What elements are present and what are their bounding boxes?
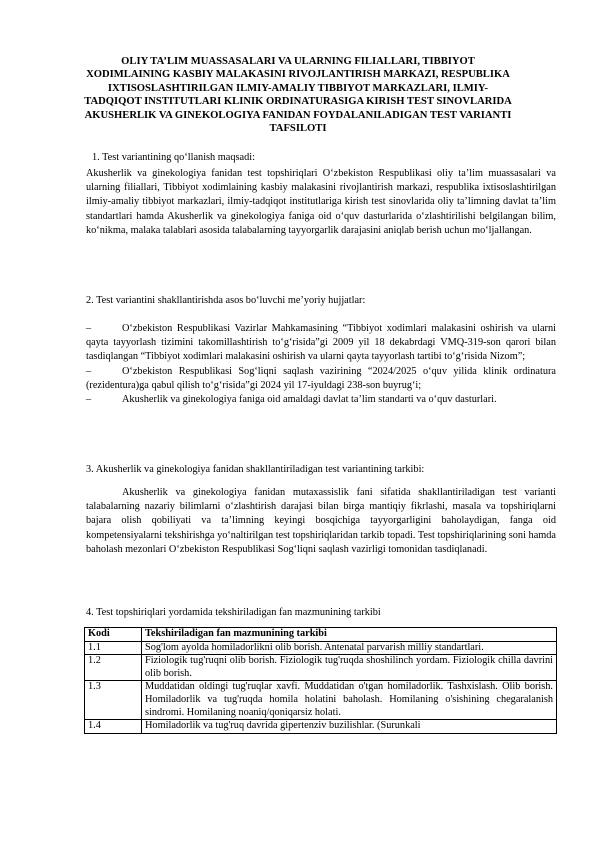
list-item xyxy=(86,393,556,407)
content-table xyxy=(84,627,557,734)
table-row xyxy=(85,681,557,720)
table-cell-text: Fiziologik tug'ruqni olib borish. Fiziologik tug'ruqda shoshilinch yordam. Fiziologik chilla davrini olib borish. xyxy=(142,655,557,681)
table-header-row xyxy=(85,628,557,642)
section-2-heading: 2. Test variantini shakllantirishda asos bo‘luvchi me’yoriy hujjatlar: xyxy=(86,295,366,306)
table-cell-code: 1.4 xyxy=(85,720,142,734)
section-1-heading: 1. Test variantining qo‘llanish maqsadi: xyxy=(92,152,255,163)
table-row xyxy=(85,641,557,655)
document-title: OLIY TA’LIM MUASSASALARI VA ULARNING FILIALLARI, TIBBIYOT XODIMLAINING KASBIY MALAKASINI RIVOJLANTIRISH MARKAZI, RESPUBLIKA IXTISOSLASHTIRILGAN ILMIY-AMALIY TIBBIYOT MARKAZLARI, ILMIY-TADQIQOT INSTITUTLARI KLINIK ORDINATURASIGA KIRISH TEST SINOVLARIDA AKUSHERLIK VA GINEKOLOGIYA FANIDAN FOYDALANILADIGAN TEST VARIANTI TAFSILOTI xyxy=(84,56,512,135)
table-header-code: Kodi xyxy=(85,628,142,642)
section-1-text: Akusherlik va ginekologiya fanidan test topshiriqlari O‘zbekiston Respublikasi oliy ta’lim muassasalari va ularning filiallari, Tibbiyot xodimlaining kasbiy malakasini rivojlantirish markazi, respublika ixtisoslashtirilgan ilmiy-amaliy tibbiyot markazlari, ilmiy-tadqiqot institutlariga kirish test sinovlarida oliy ta’limning davlat ta’lim standartlari hamda Akusherlik va ginekologiya faniga oid o‘quv dasturlarida o‘zlashtirilishi belgilangan bilim, ko‘nikma, malaka talablari asosida talabalarning tayyorgarlik darajasini aniqlab berish uchun mo‘ljallangan. xyxy=(86,168,556,236)
table-cell-code: 1.1 xyxy=(85,641,142,655)
list-dash: – xyxy=(86,394,92,406)
table-cell-text: Muddatidan oldingi tug'ruqlar xavfi. Muddatidan o'tgan homiladorlik. Tashxislash. Olib borish. Homiladorlik va tug'ruqda homila holatini baholash. Homilaning o'sishining chegaralanish sindromi. Homilaning noaniq/qoniqarsiz holati. xyxy=(142,681,557,720)
list-dash: – xyxy=(86,365,92,377)
list-item xyxy=(86,322,556,365)
section-4-heading: 4. Test topshiriqlari yordamida tekshiriladigan fan mazmunining tarkibi xyxy=(86,607,381,618)
table-header-content: Tekshiriladigan fan mazmunining tarkibi xyxy=(142,628,557,642)
list-item-text: Akusherlik va ginekologiya faniga oid amaldagi davlat ta’lim standarti va o‘quv dasturlari. xyxy=(122,394,497,406)
list-item-text: O‘zbekiston Respublikasi Sog‘liqni saqlash vazirining “2024/2025 o‘quv yilida klinik ordinatura (rezidentura)ga qabul qilish to‘g‘risida”gi 2024 yil 17-iyuldagi 238-son buyrug‘i; xyxy=(86,365,556,391)
table-cell-text: Homiladorlik va tug'ruq davrida gipertenziv buzilishlar. (Surunkali xyxy=(142,720,557,734)
section-3-heading: 3. Akusherlik va ginekologiya fanidan shakllantiriladigan test variantining tarkibi: xyxy=(86,464,425,475)
list-item-text: O‘zbekiston Respublikasi Vazirlar Mahkamasining “Tibbiyot xodimlari malakasini oshirish va ularni qayta tayyorlash tizimini takomillashtirish to‘g‘risida”gi 2009 yil 18 dekabrdagi VMQ-319-son qarori bilan tasdiqlangan “Tibbiyot xodimlari malakasini oshirish va ularni qayta tayyorlash tartibi to‘g‘risida Nizom”; xyxy=(86,323,556,363)
table-cell-code: 1.2 xyxy=(85,655,142,681)
table-cell-text: Sog'lom ayolda homiladorlikni olib borish. Antenatal parvarish milliy standartlari. xyxy=(142,641,557,655)
table-row xyxy=(85,720,557,734)
list-dash: – xyxy=(86,323,92,334)
table-row xyxy=(85,655,557,681)
table-cell-code: 1.3 xyxy=(85,681,142,720)
list-item xyxy=(86,365,556,393)
section-2-list xyxy=(86,322,556,407)
section-3-text: Akusherlik va ginekologiya fanidan mutaxassislik fani sifatida shakllantiriladigan test varianti talabalarning nazariy bilimlarni o‘zlashtirish darajasi bilan birga mantiqiy fikrlashi, masala va topshiriqlarni bajara olish qobiliyati va ta’limning keyingi bosqichiga tayyorgarligini baholaydigan, fanga oid kompetensiyalarni tekshirishga yo‘naltirilgan test topshiriqlaridan tarkib topadi. Test topshiriqlarining soni hamda baholash mezonlari O‘zbekiston Respublikasi Sog‘liqni saqlash vazirligi tomonidan tasdiqlanadi. xyxy=(86,487,556,555)
